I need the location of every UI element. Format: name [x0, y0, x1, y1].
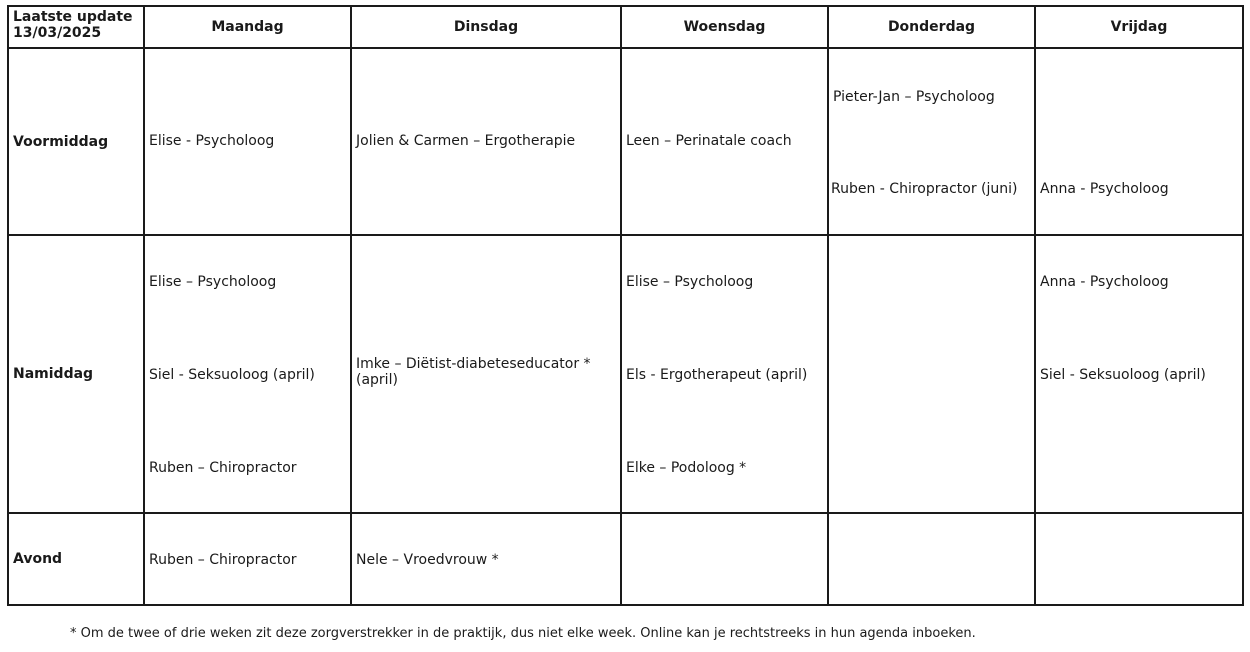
- header-row: [8, 6, 1243, 48]
- day-header-vrijdag: Vrijdag: [1035, 6, 1243, 48]
- schedule-entry: Elise – Psycholoog: [626, 274, 754, 290]
- schedule-entry: Pieter-Jan – Psycholoog: [833, 89, 995, 105]
- cell-namiddag-vrijdag: [1035, 235, 1243, 513]
- last-update-cell: [8, 6, 144, 48]
- schedule-entry: Elke – Podoloog *: [626, 460, 747, 476]
- last-update-date: 13/03/2025: [13, 25, 102, 41]
- row-label-voormiddag: Voormiddag: [8, 48, 144, 235]
- schedule-entry: Jolien & Carmen – Ergotherapie: [356, 133, 576, 149]
- cell-avond-maandag: [144, 513, 351, 605]
- footnote: * Om de twee of drie weken zit deze zorgverstrekker in de praktijk, dus niet elke week. Online kan je rechtstreeks in hun agenda inboeken.: [70, 626, 976, 641]
- day-header-woensdag: Woensdag: [621, 6, 828, 48]
- schedule-entry: Nele – Vroedvrouw *: [356, 552, 499, 568]
- day-header-donderdag: Donderdag: [828, 6, 1035, 48]
- day-header-dinsdag: Dinsdag: [351, 6, 621, 48]
- day-header-maandag: Maandag: [144, 6, 351, 48]
- schedule-entry: Siel - Seksuoloog (april): [1040, 367, 1206, 383]
- cell-namiddag-donderdag: [828, 235, 1035, 513]
- schedule-entry: Ruben – Chiropractor: [149, 552, 297, 568]
- cell-voormiddag-woensdag: [621, 48, 828, 235]
- schedule-entry: Els - Ergotherapeut (april): [626, 367, 808, 383]
- last-update-label: Laatste update: [13, 9, 133, 25]
- cell-avond-woensdag: [621, 513, 828, 605]
- cell-namiddag-maandag: [144, 235, 351, 513]
- cell-namiddag-dinsdag: [351, 235, 621, 513]
- schedule-entry: Elise – Psycholoog: [149, 274, 277, 290]
- cell-voormiddag-maandag: [144, 48, 351, 235]
- row-voormiddag: [8, 48, 1243, 235]
- schedule-entry: Leen – Perinatale coach: [626, 133, 792, 149]
- cell-avond-dinsdag: [351, 513, 621, 605]
- schedule-entry: Anna - Psycholoog: [1040, 181, 1169, 197]
- schedule-entry: Elise - Psycholoog: [149, 133, 275, 149]
- schedule-entry: Siel - Seksuoloog (april): [149, 367, 315, 383]
- cell-avond-donderdag: [828, 513, 1035, 605]
- schedule-entry: Anna - Psycholoog: [1040, 274, 1169, 290]
- cell-voormiddag-donderdag: [828, 48, 1035, 235]
- row-label-namiddag: Namiddag: [8, 235, 144, 513]
- cell-voormiddag-vrijdag: [1035, 48, 1243, 235]
- cell-namiddag-woensdag: [621, 235, 828, 513]
- schedule-table: [7, 5, 1244, 606]
- cell-voormiddag-dinsdag: [351, 48, 621, 235]
- schedule-entry: Ruben – Chiropractor: [149, 460, 297, 476]
- cell-avond-vrijdag: [1035, 513, 1243, 605]
- schedule-entry: Ruben - Chiropractor (juni): [831, 181, 1018, 197]
- schedule-entry: Imke – Diëtist-diabeteseducator * (april): [356, 356, 591, 388]
- row-avond: [8, 513, 1243, 605]
- row-namiddag: [8, 235, 1243, 513]
- row-label-avond: Avond: [8, 513, 144, 605]
